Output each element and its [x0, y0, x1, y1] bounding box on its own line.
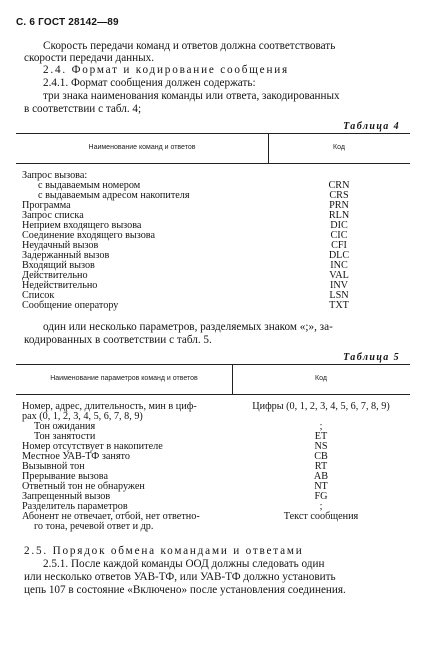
table-row: Соединение входящего вызова: [22, 230, 156, 241]
table-cell-code: ;: [319, 421, 323, 432]
table-row: Список: [22, 290, 55, 301]
table-row: Неприем входящего вызова: [22, 220, 142, 231]
table-cell-code: NT: [314, 481, 328, 492]
table-row: Программа: [22, 200, 71, 211]
table-row: Ответный тон не обнаружен: [22, 481, 145, 492]
mid-text-line-1: один или несколько параметров, разделяемых знаком «;», за-: [43, 321, 333, 333]
section-2-5-line-2: или несколько ответов УАВ-ТФ, или УАВ-ТФ должно установить: [24, 571, 336, 583]
table-cell-code: RLN: [328, 210, 350, 221]
table-row: Запрос вызова:: [22, 170, 88, 181]
table-cell-code: AB: [313, 471, 329, 482]
table-cell-code: DLC: [328, 250, 350, 261]
table-cell-code: RT: [314, 461, 328, 472]
table-row: Действительно: [22, 270, 88, 281]
table5-caption: Таблица 5: [343, 352, 400, 363]
table-cell-code: DIC: [330, 220, 348, 231]
table5-top-rule: [16, 364, 410, 365]
table-row: Сообщение оператору: [22, 300, 119, 311]
table-row: Прерывание вызова: [22, 471, 108, 482]
table4-header-code: Код: [333, 144, 345, 151]
table5-header-rule: [16, 394, 410, 395]
table-row: Вызывной тон: [22, 461, 85, 472]
table-row: Запрос списка: [22, 210, 84, 221]
table-cell-code: FG: [314, 491, 328, 502]
section-2-4-text-b: в соответствии с табл. 4;: [24, 103, 142, 115]
section-2-4-1: 2.4.1. Формат сообщения должен содержать:: [43, 77, 256, 89]
table-cell-code: INV: [329, 280, 349, 291]
section-2-4-title: 2.4. Формат и кодирование сообщения: [43, 64, 289, 76]
table-cell-code: CB: [314, 451, 328, 462]
section-2-5-line-1: 2.5.1. После каждой команды ООД должны следовать один: [43, 558, 325, 570]
table-row: Запрещенный вызов: [22, 491, 111, 502]
intro-line-2: скорости передачи данных.: [24, 52, 155, 64]
table4-header-name: Наименование команд и ответов: [88, 144, 196, 151]
table-row: Входящий вызов: [22, 260, 95, 271]
table-row: го тона, речевой ответ и др.: [34, 521, 154, 532]
table-cell-code: INC: [330, 260, 348, 271]
intro-line-1: Скорость передачи команд и ответов должна соответствовать: [43, 40, 336, 52]
page-header: С. 6 ГОСТ 28142—89: [16, 17, 119, 28]
table-cell-code: ET: [314, 431, 328, 442]
table-cell-code: VAL: [329, 270, 349, 281]
table-cell-code: CFI: [331, 240, 347, 251]
table-row: с выдаваемым номером: [38, 180, 141, 191]
section-2-4-text-a: три знака наименования команды или ответа, закодированных: [43, 90, 340, 102]
section-2-5-line-3: цепь 107 в состояние «Включено» после установления соединения.: [24, 584, 346, 596]
table-cell-code: Цифры (0, 1, 2, 3, 4, 5, 6, 7, 8, 9): [252, 401, 390, 412]
table-row: Неудачный вызов: [22, 240, 99, 251]
table4-header-rule: [16, 163, 410, 164]
table-cell-code: LSN: [329, 290, 349, 301]
table-cell-code: PRN: [329, 200, 349, 211]
table-row: Недействительно: [22, 280, 98, 291]
table-row: Номер отсутствует в накопителе: [22, 441, 163, 452]
table-row: Местное УАВ-ТФ занято: [22, 451, 130, 462]
table-row: Тон ожидания: [34, 421, 96, 432]
mid-text-line-2: кодированных в соответствии с табл. 5.: [24, 334, 212, 346]
table-cell-code: ;: [319, 501, 323, 512]
table-row: Задержанный вызов: [22, 250, 110, 261]
table-cell-code: CRN: [328, 180, 350, 191]
table-cell-code: Текст сообщения: [283, 511, 359, 522]
table-row: с выдаваемым адресом накопителя: [38, 190, 190, 201]
table-cell-code: TXT: [329, 300, 349, 311]
table-row: Номер, адрес, длительность, мин в циф-: [22, 401, 197, 412]
table-cell-code: CRS: [329, 190, 349, 201]
table5-header-name: Наименование параметров команд и ответов: [50, 375, 198, 382]
table-row: Разделитель параметров: [22, 501, 128, 512]
table-row: Абонент не отвечает, отбой, нет ответно-: [22, 511, 200, 522]
table-row: Тон занятости: [34, 431, 96, 442]
table4-caption: Таблица 4: [343, 121, 400, 132]
table-cell-code: NS: [314, 441, 328, 452]
table4-top-rule: [16, 133, 410, 134]
section-2-5-title: 2.5. Порядок обмена командами и ответами: [24, 545, 304, 557]
table-row: рах (0, 1, 2, 3, 4, 5, 6, 7, 8, 9): [22, 411, 143, 422]
table5-header-code: Код: [315, 375, 327, 382]
table-cell-code: CIC: [330, 230, 348, 241]
